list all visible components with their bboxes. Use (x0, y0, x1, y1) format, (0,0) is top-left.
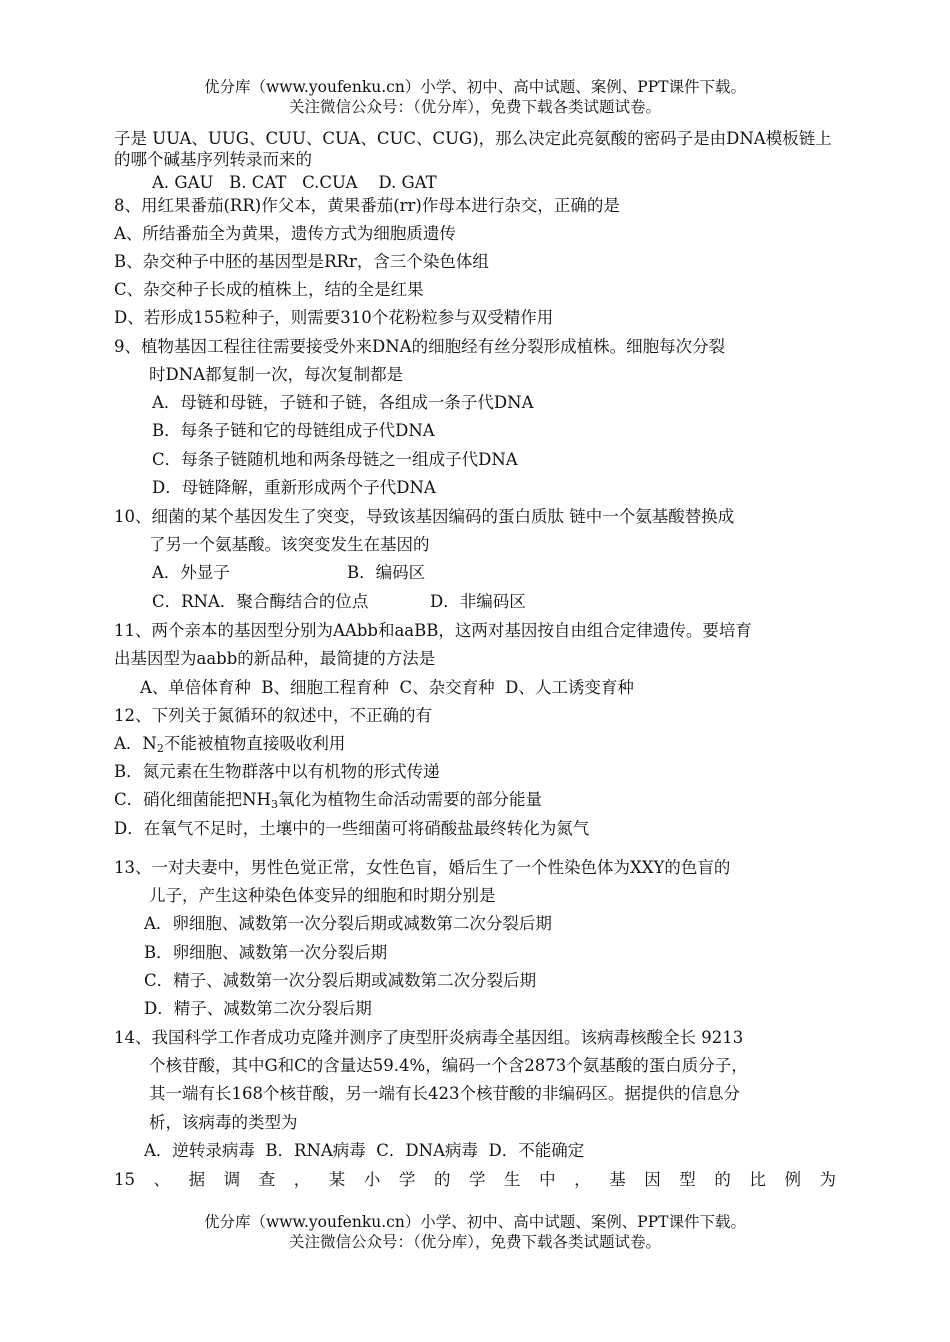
q8-option-b: B、杂交种子中胚的基因型是RRr，含三个染色体组 (114, 252, 489, 271)
q14-stem-line-3: 其一端有长168个核苷酸，另一端有长423个核苷酸的非编码区。据提供的信息分 (149, 1084, 740, 1103)
q10-option-b: B．编码区 (347, 563, 426, 582)
header-line-2: 关注微信公众号：（优分库），免费下载各类试题试卷。 (288, 98, 661, 116)
q14-stem-line-1: 14、我国科学工作者成功克隆并测序了庚型肝炎病毒全基因组。该病毒核酸全长 9213 (114, 1028, 744, 1047)
footer-line-1: 优分库（www.youfenku.cn）小学、初中、高中试题、案例、PPT课件下载。 (203, 1213, 747, 1231)
q13-option-c: C．精子、减数第一次分裂后期或减数第二次分裂后期 (144, 971, 537, 990)
q12-option-a-text: 不能被植物直接吸收利用 (163, 734, 346, 753)
q12-option-a (114, 733, 345, 755)
q9-option-a: A．母链和母链，子链和子链，各组成一条子代DNA (152, 393, 534, 412)
q12-option-c-subscript: 3 (270, 798, 278, 811)
q11-stem-line-2: 出基因型为aabb的新品种，最简捷的方法是 (114, 649, 436, 668)
q10-option-a: A．外显子 (152, 563, 230, 582)
q11-stem-line-1: 11、两个亲本的基因型分别为AAbb和aaBB，这两对基因按自由组合定律遗传。要培育 (114, 621, 752, 640)
q9-stem-line-1: 9、植物基因工程往往需要接受外来DNA的细胞经有丝分裂形成植株。细胞每次分裂 (114, 337, 726, 356)
q10-option-d: D．非编码区 (430, 592, 526, 611)
q8-option-c: C、杂交种子长成的植株上，结的全是红果 (114, 280, 424, 299)
header-line-1: 优分库（www.youfenku.cn）小学、初中、高中试题、案例、PPT课件下载。 (203, 78, 747, 96)
q13-stem-line-2: 儿子，产生这种染色体变异的细胞和时期分别是 (149, 886, 496, 905)
q7-stem-continued-2: 的哪个碱基序列转录而来的 (114, 150, 312, 169)
q12-option-d: D．在氧气不足时，土壤中的一些细菌可将硝酸盐最终转化为氮气 (114, 819, 590, 838)
q9-option-d: D．母链降解，重新形成两个子代DNA (152, 478, 436, 497)
q10-option-c: C．RNA．聚合酶结合的位点 (152, 592, 369, 611)
footer-line-2: 关注微信公众号：（优分库），免费下载各类试题试卷。 (288, 1233, 661, 1251)
q12-stem: 12、下列关于氮循环的叙述中，不正确的有 (114, 706, 432, 725)
q14-options: A．逆转录病毒 B．RNA病毒 C．DNA病毒 D．不能确定 (144, 1141, 585, 1160)
q7-stem-continued-1: 子是 UUA、UUG、CUU、CUA、CUC、CUG)，那么决定此亮氨酸的密码子是由DNA模板链上 (114, 129, 832, 148)
q10-stem-line-1: 10、细菌的某个基因发生了突变，导致该基因编码的蛋白质肽 链中一个氨基酸替换成 (114, 507, 735, 526)
q8-option-d: D、若形成155粒种子，则需要310个花粉粒参与双受精作用 (114, 308, 554, 327)
q15-stem: 15、据调查，某小学的学生中，基因型的比例为 (114, 1170, 836, 1189)
q9-stem-line-2: 时DNA都复制一次，每次复制都是 (149, 365, 404, 384)
q7-options: A. GAU B. CAT C.CUA D. GAT (152, 173, 437, 192)
q12-option-c-text: 氧化为植物生命活动需要的部分能量 (277, 790, 542, 809)
q8-stem: 8、用红果番茄(RR)作父本，黄果番茄(rr)作母本进行杂交，正确的是 (114, 196, 620, 215)
q12-option-a-subscript: 2 (156, 742, 164, 755)
q14-stem-line-4: 析，该病毒的类型为 (149, 1113, 298, 1132)
q8-option-a: A、所结番茄全为黄果，遗传方式为细胞质遗传 (114, 224, 456, 243)
q12-option-c (114, 789, 542, 811)
q14-stem-line-2: 个核苷酸，其中G和C的含量达59.4%，编码一个含2873个氨基酸的蛋白质分子， (149, 1056, 748, 1075)
q13-option-d: D．精子、减数第二次分裂后期 (144, 999, 372, 1018)
q13-stem-line-1: 13、一对夫妻中，男性色觉正常，女性色盲，婚后生了一个性染色体为XXY的色盲的 (114, 858, 731, 877)
q11-options: A、单倍体育种 B、细胞工程育种 C、杂交育种 D、人工诱变育种 (140, 678, 634, 697)
q12-option-b: B．氮元素在生物群落中以有机物的形式传递 (114, 762, 440, 781)
page-header (0, 77, 950, 117)
q12-option-a-prefix: A．N (114, 734, 157, 753)
q9-option-c: C．每条子链随机地和两条母链之一组成子代DNA (152, 450, 518, 469)
q13-option-b: B．卵细胞、减数第一次分裂后期 (144, 943, 388, 962)
q12-option-c-prefix: C．硝化细菌能把NH (114, 790, 271, 809)
q13-option-a: A．卵细胞、减数第一次分裂后期或减数第二次分裂后期 (144, 914, 552, 933)
page-footer (0, 1212, 950, 1252)
q9-option-b: B．每条子链和它的母链组成子代DNA (152, 421, 435, 440)
q10-stem-line-2: 了另一个氨基酸。该突变发生在基因的 (149, 535, 430, 554)
